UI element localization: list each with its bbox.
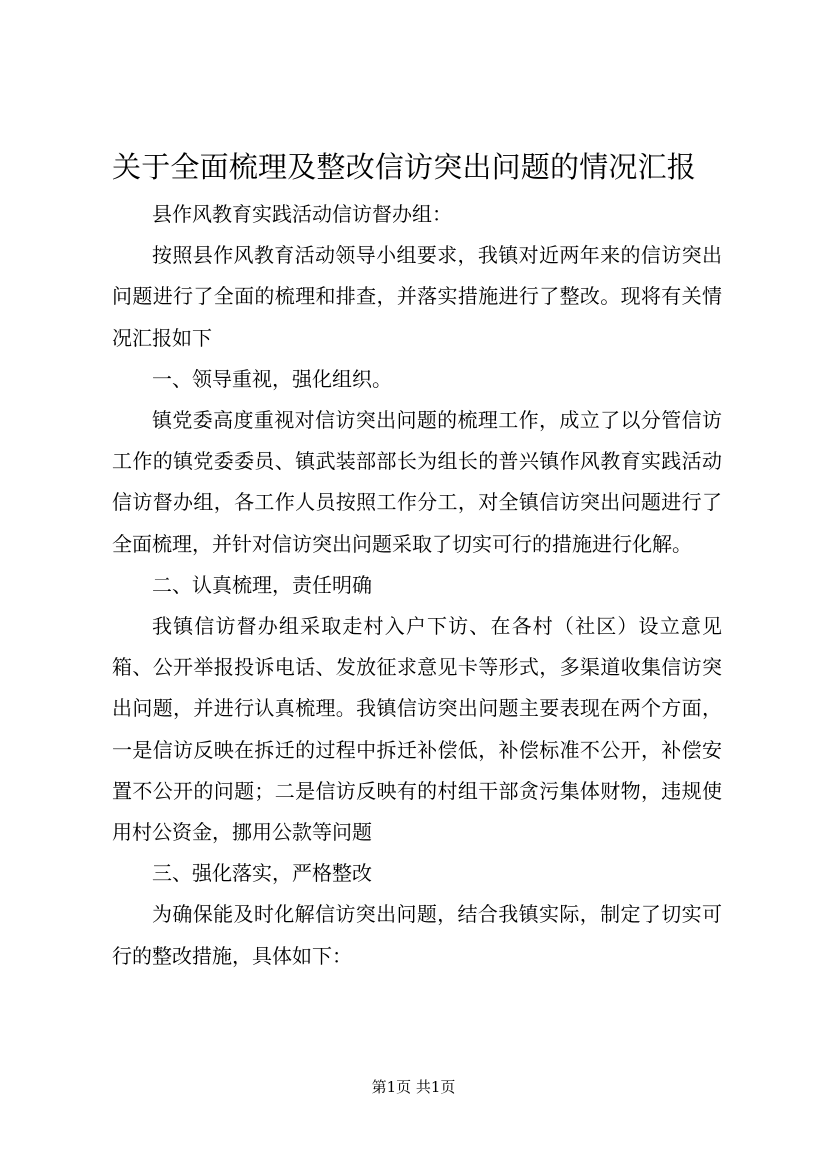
paragraph-intro: 按照县作风教育活动领导小组要求，我镇对近两年来的信访突出问题进行了全面的梳理和排查，并落实措施进行了整改。现将有关情况汇报如下: [112, 243, 722, 350]
document-title: 关于全面梳理及整改信访突出问题的情况汇报: [112, 150, 697, 184]
page-number-footer: 第1页 共1页: [371, 1078, 456, 1096]
paragraph-section-1: 镇党委高度重视对信访突出问题的梳理工作，成立了以分管信访工作的镇党委委员、镇武装部部长为组长的普兴镇作风教育实践活动信访督办组，各工作人员按照工作分工，对全镇信访突出问题进行了全面梳理，并针对信访突出问题采取了切实可行的措施进行化解。: [112, 408, 722, 556]
section-heading-2: 二、认真梳理，责任明确: [152, 572, 372, 597]
section-heading-3: 三、强化落实，严格整改: [152, 861, 372, 886]
document-body: [112, 194, 722, 977]
section-heading-1: 一、领导重视，强化组织。: [152, 366, 392, 391]
paragraph-section-3: 为确保能及时化解信访突出问题，结合我镇实际，制定了切实可行的整改措施，具体如下：: [112, 902, 722, 968]
paragraph-section-2: 我镇信访督办组采取走村入户下访、在各村（社区）设立意见箱、公开举报投诉电话、发放征求意见卡等形式，多渠道收集信访突出问题，并进行认真梳理。我镇信访突出问题主要表现在两个方面，一是信访反映在拆迁的过程中拆迁补偿低，补偿标准不公开，补偿安置不公开的问题；二是信访反映有的村组干部贪污集体财物，违规使用村公资金，挪用公款等问题: [112, 614, 722, 845]
salutation: 县作风教育实践活动信访督办组：: [152, 202, 452, 226]
